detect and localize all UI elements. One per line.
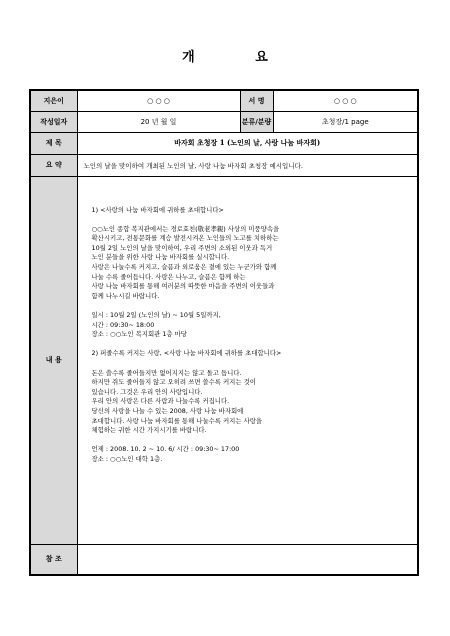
reference-value <box>77 544 418 575</box>
summary-value: 노인의 날을 맞이하여 개최된 노인의 날, 사랑 나눔 바자회 초청장 예시입니다. <box>77 154 418 176</box>
content-line: 10월 2일 노인의 날을 맞이하여, 우리 주변의 소외된 이웃과 독거 <box>91 243 273 252</box>
content-line: 시간 : 09:30~ 18:00 <box>91 320 155 329</box>
sign-label: 서 명 <box>240 90 273 111</box>
content-line: 2) 퍼줄수록 커지는 사랑, <사랑 나눔 바자회에 귀하를 초대합니다> <box>91 349 282 358</box>
content-line: 사랑은 나눌수록 커지고, 슬픔과 외로움은 곁에 있는 누군가와 함께 <box>91 263 277 272</box>
category-label: 분류/분량 <box>240 111 273 132</box>
content-lines <box>92 206 410 465</box>
content-body <box>77 176 418 544</box>
content-line: 당신의 사랑을 나눌 수 있는 2008, 사랑 나눔 바자회에 <box>91 406 244 415</box>
subject-value: 바자회 초청장 1 (노인의 날, 사랑 나눔 바자회) <box>77 132 418 154</box>
content-line <box>92 436 410 446</box>
content-line: 언제 : 2008. 10. 2 ~ 10. 6/ 시간 : 09:30~ 17:00 <box>91 445 240 454</box>
content-line <box>92 340 410 350</box>
reference-label: 참 조 <box>30 544 77 575</box>
content-line: 체험하는 귀한 시간 가지시기를 바랍니다. <box>91 426 207 435</box>
content-line: 확산시키고, 전통문화를 계승 발전시켜온 노인들의 노고를 치하하는 <box>91 234 279 243</box>
content-line: 노인 분들을 위한 사랑 나눔 바자회를 실시합니다. <box>91 253 230 262</box>
sign-value: ○ ○ ○ <box>273 90 418 111</box>
summary-form-table <box>29 89 419 576</box>
content-line <box>92 215 410 225</box>
content-line: 우리 안의 사랑은 다른 사람과 나눌수록 커집니다. <box>91 397 230 406</box>
author-row <box>30 90 418 111</box>
content-line: 함께 나누시길 바랍니다. <box>91 291 160 300</box>
content-line: 초대합니다. 사랑 나눔 바자회를 통해 나눌수록 커지는 사랑을 <box>91 416 263 425</box>
author-value: ○ ○ ○ <box>77 90 240 111</box>
author-label: 지은이 <box>30 90 77 111</box>
content-line: 있습니다. 그것은 우리 안의 사랑입니다. <box>91 387 203 396</box>
date-label: 작성일자 <box>30 111 77 132</box>
content-line: 장소 : ○○노인 대학 1층. <box>91 454 163 463</box>
summary-row <box>30 154 418 176</box>
content-line: 하지만 쥐도 줄어들지 않고 오히려 쓰면 쓸수록 커지는 것이 <box>91 378 256 387</box>
category-value: 초청장/1 page <box>273 111 418 132</box>
content-row <box>30 176 418 544</box>
date-value: 20 년 월 일 <box>77 111 240 132</box>
content-line: 장소 : ○○노인 복지회관 1층 마당 <box>91 330 187 339</box>
content-line: 돈은 쓸수록 줄어들지만 없어지지는 않고 돌고 돕니다. <box>91 368 242 377</box>
subject-label: 제 목 <box>30 132 77 154</box>
date-row <box>30 111 418 132</box>
content-line: 1) <사랑의 나눔 바자회에 귀하를 초대합니다> <box>91 205 224 214</box>
document-title: 개 요 <box>182 50 296 65</box>
content-line <box>92 301 410 311</box>
content-line: ○○노인 종합 복지관에서는 경로효친(敬老孝親) 사상의 미풍양속을 <box>91 224 280 233</box>
summary-label: 요 약 <box>30 154 77 176</box>
subject-row <box>30 132 418 154</box>
content-line: 사랑 나눔 바자회를 통해 여러분의 따뜻한 마음을 주변의 이웃들과 <box>91 282 275 291</box>
content-line: 나눌 수록 줄어듭니다. 사랑은 나누고, 슬픔은 함께 하는 <box>91 272 246 281</box>
content-label: 내 용 <box>30 176 77 544</box>
content-line <box>92 359 410 369</box>
content-line: 일시 : 10월 2일 (노인의 날) ~ 10월 5일까지, <box>91 311 221 320</box>
reference-row <box>30 544 418 575</box>
